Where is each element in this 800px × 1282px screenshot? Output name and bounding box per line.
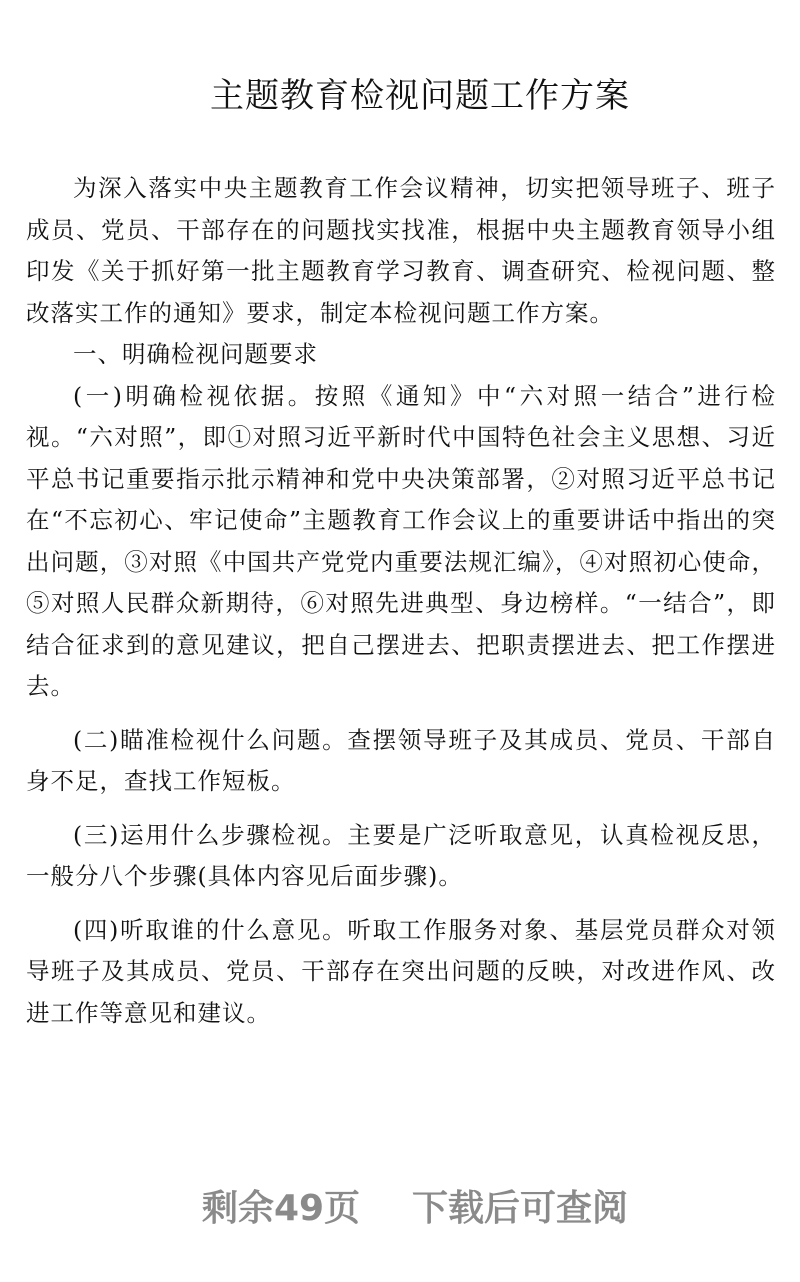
- remaining-pages-label[interactable]: 剩余49页: [201, 1188, 361, 1229]
- document-body: [26, 168, 776, 1034]
- paragraph-basis: (一)明确检视依据。按照《通知》中“六对照一结合”进行检视。“六对照”，即①对照习近平新时代中国特色社会主义思想、习近平总书记重要指示批示精神和党中央决策部署，②对照习近平总书记在“不忘初心、牢记使命”主题教育工作会议上的重要讲话中指出的突出问题，③对照《中国共产党党内重要法规汇编》，④对照初心使命，⑤对照人民群众新期待，⑥对照先进典型、身边榜样。“一结合”，即结合征求到的意见建议，把自己摆进去、把职责摆进去、把工作摆进去。: [26, 381, 776, 700]
- section-heading: 一、明确检视问题要求: [73, 340, 318, 368]
- paragraph-problems: (二)瞄准检视什么问题。查摆领导班子及其成员、党员、干部自身不足，查找工作短板。: [26, 725, 776, 795]
- document-title: 主题教育检视问题工作方案: [210, 76, 630, 116]
- download-footer: [0, 1180, 800, 1231]
- paragraph-intro: 为深入落实中央主题教育工作会议精神，切实把领导班子、班子成员、党员、干部存在的问题找实找准，根据中央主题教育领导小组印发《关于抓好第一批主题教育学习教育、调查研究、检视问题、整改落实工作的通知》要求，制定本检视问题工作方案。: [26, 174, 776, 327]
- paragraph-steps: (三)运用什么步骤检视。主要是广泛听取意见，认真检视反思，一般分八个步骤(具体内容见后面步骤)。: [26, 820, 776, 890]
- download-link[interactable]: 下载后可查阅: [412, 1188, 629, 1229]
- paragraph-opinions: (四)听取谁的什么意见。听取工作服务对象、基层党员群众对领导班子及其成员、党员、干部存在突出问题的反映，对改进作风、改进工作等意见和建议。: [26, 915, 776, 1027]
